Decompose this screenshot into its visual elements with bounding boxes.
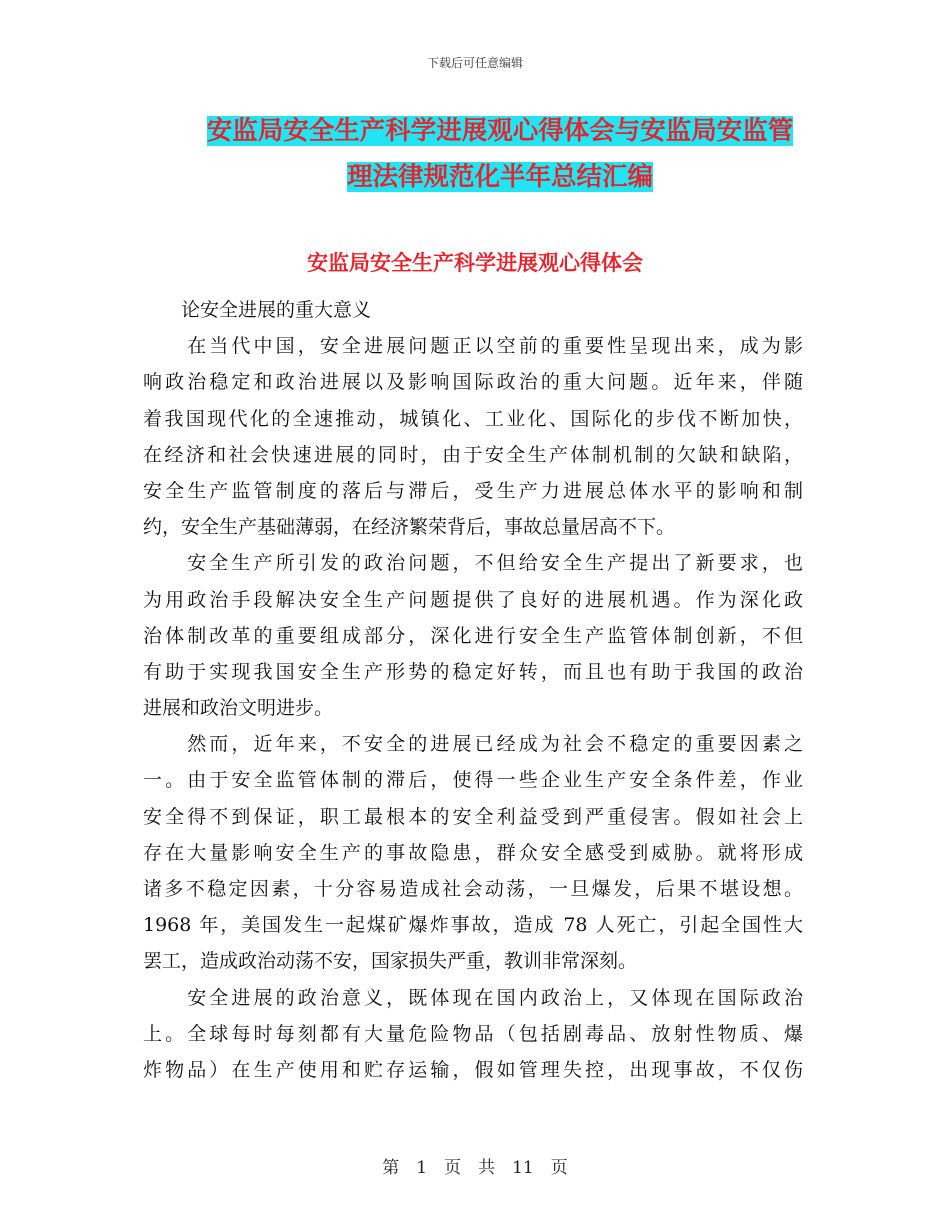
text-line: 1968 年，美国发生一起煤矿爆炸事故，造成 78 人死亡，引起全国性大 [143, 914, 803, 937]
text-line: 安全进展的政治意义，既体现在国内政治上，又体现在国际政治 [143, 986, 803, 1009]
document-title-line-1: 安监局安全生产科学进展观心得体会与安监局安监管 [206, 116, 794, 146]
text-line: 在当代中国，安全进展问题正以空前的重要性呈现出来，成为影 [143, 335, 803, 358]
text-line: 在经济和社会快速进展的同时，由于安全生产体制机制的欠缺和缺陷， [143, 443, 803, 466]
text-line: 响政治稳定和政治进展以及影响国际政治的重大问题。近年来，伴随 [143, 371, 803, 394]
text-line: 存在大量影响安全生产的事故隐患，群众安全感受到威胁。就将形成 [143, 841, 803, 864]
text-line: 罢工，造成政治动荡不安，国家损失严重，教训非常深刻。 [143, 950, 638, 973]
text-line: 一。由于安全监管体制的滞后，使得一些企业生产安全条件差，作业 [143, 769, 803, 792]
text-line: 然而，近年来，不安全的进展已经成为社会不稳定的重要因素之 [143, 733, 803, 756]
text-line: 安全得不到保证，职工最根本的安全利益受到严重侵害。假如社会上 [143, 805, 803, 828]
text-line: 着我国现代化的全速推动，城镇化、工业化、国际化的步伐不断加快， [143, 407, 803, 430]
text-line: 有助于实现我国安全生产形势的稳定好转，而且也有助于我国的政治 [143, 660, 803, 683]
text-line: 为用政治手段解决安全生产问题提供了良好的进展机遇。作为深化政 [143, 588, 803, 611]
text-line: 安全生产监管制度的落后与滞后，受生产力进展总体水平的影响和制 [143, 479, 803, 502]
text-line: 诸多不稳定因素，十分容易造成社会动荡，一旦爆发，后果不堪设想。 [143, 878, 803, 900]
text-line: 进展和政治文明进步。 [143, 697, 334, 720]
section-title: 安监局安全生产科学进展观心得体会 [307, 251, 643, 275]
page-footer: 第 1 页 共 11 页 [382, 1158, 568, 1178]
text-line: 安全生产所引发的政治问题，不但给安全生产提出了新要求，也 [143, 552, 803, 575]
text-line: 治体制改革的重要组成部分，深化进行安全生产监管体制创新，不但 [143, 624, 803, 647]
text-line: 上。全球每时每刻都有大量危险物品（包括剧毒品、放射性物质、爆 [143, 1022, 803, 1045]
text-line: 论安全进展的重大意义 [143, 299, 372, 321]
document-title [190, 108, 810, 200]
header-note: 下载后可任意编辑 [426, 56, 523, 70]
document-title-line-2: 理法律规范化半年总结汇编 [346, 162, 653, 192]
text-line: 炸物品）在生产使用和贮存运输，假如管理失控，出现事故，不仅伤 [143, 1058, 803, 1081]
body-text [143, 292, 803, 1088]
text-line: 约，安全生产基础薄弱，在经济繁荣背后，事故总量居高不下。 [143, 516, 676, 539]
